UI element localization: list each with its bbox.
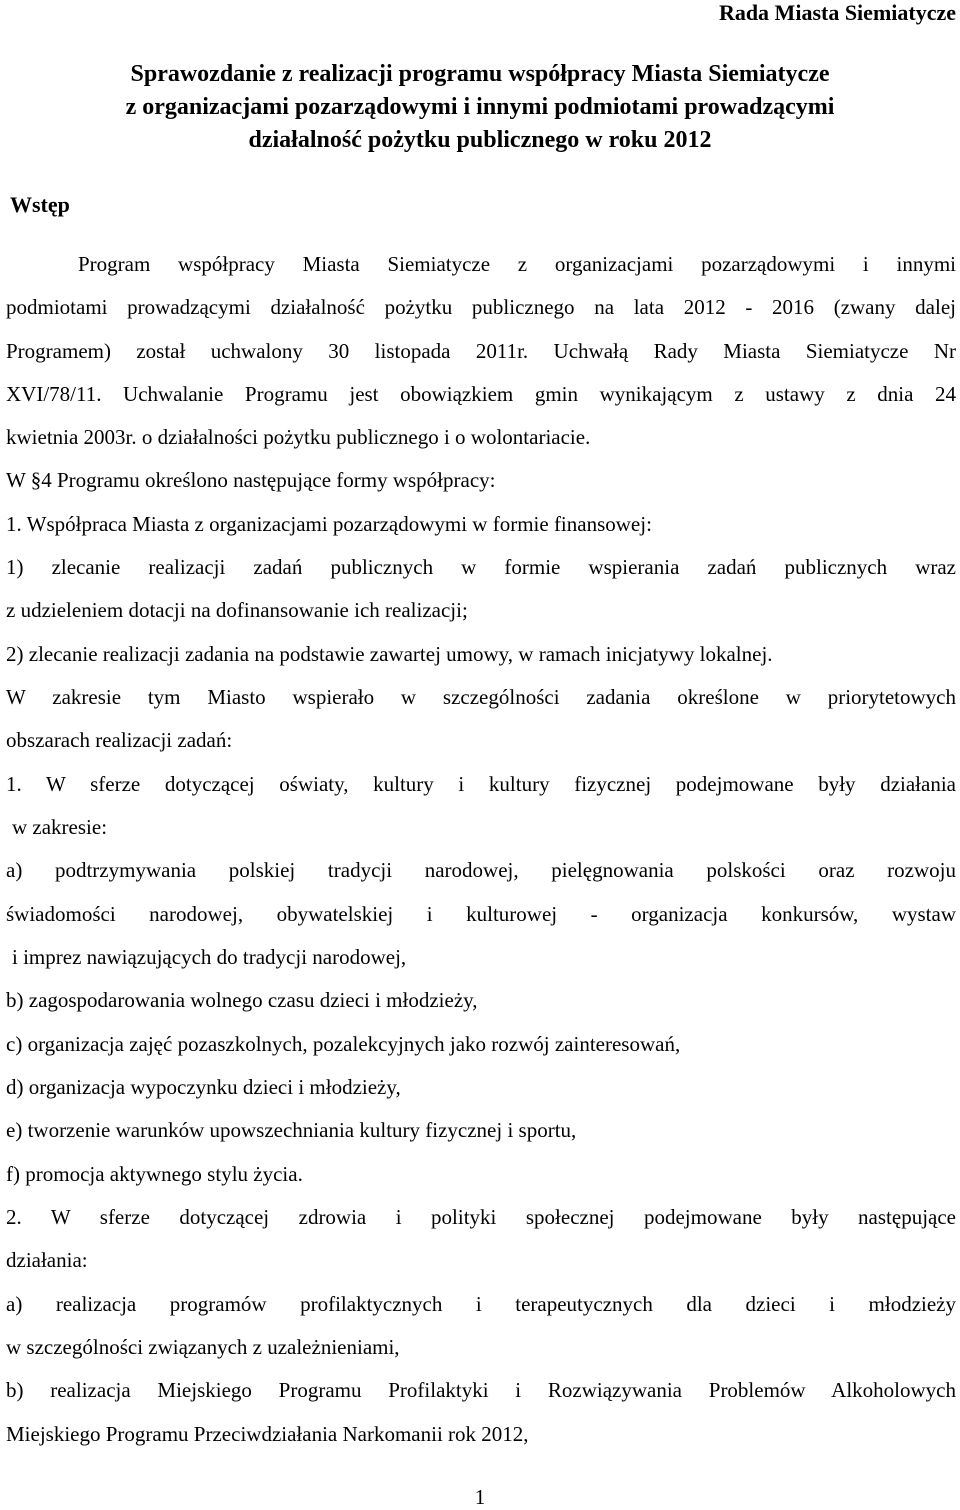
paragraph-line: Miejskiego Programu Przeciwdziałania Narkomanii rok 2012, (6, 1422, 529, 1446)
paragraph-line: W §4 Programu określono następujące formy współpracy: (6, 468, 496, 492)
paragraph-line: 1. W sferze dotyczącej oświaty, kultury i kultury fizycznej podejmowane były działania (6, 772, 956, 796)
section-heading: Wstęp (10, 192, 70, 217)
title-line-3: działalność pożytku publicznego w roku 2012 (248, 127, 712, 153)
paragraph-line: f) promocja aktywnego stylu życia. (6, 1162, 303, 1186)
paragraph-line: z udzieleniem dotacji na dofinansowanie ich realizacji; (6, 598, 468, 622)
paragraph-line: 1. Współpraca Miasta z organizacjami pozarządowymi w formie finansowej: (6, 512, 652, 536)
council-header: Rada Miasta Siemiatycze (718, 0, 956, 25)
paragraph-line: świadomości narodowej, obywatelskiej i kulturowej - organizacja konkursów, wystaw (6, 902, 956, 926)
paragraph-line: Program współpracy Miasta Siemiatycze z organizacjami pozarządowymi i innymi (78, 252, 956, 276)
paragraph-line: a) realizacja programów profilaktycznych i terapeutycznych dla dzieci i młodzieży (6, 1292, 956, 1316)
paragraph-line: w zakresie: (12, 815, 108, 839)
paragraph-line: Programem) został uchwalony 30 listopada 2011r. Uchwałą Rady Miasta Siemiatycze Nr (6, 339, 956, 363)
paragraph-line: XVI/78/11. Uchwalanie Programu jest obowiązkiem gmin wynikającym z ustawy z dnia 24 (6, 382, 956, 406)
title-line-1: Sprawozdanie z realizacji programu współpracy Miasta Siemiatycze (130, 61, 830, 87)
paragraph-line: d) organizacja wypoczynku dzieci i młodzieży, (6, 1075, 401, 1099)
paragraph-line: 2. W sferze dotyczącej zdrowia i polityki społecznej podejmowane były następujące (6, 1205, 956, 1229)
title-line-2: z organizacjami pozarządowymi i innymi podmiotami prowadzącymi (125, 94, 835, 120)
page-number: 1 (474, 1485, 486, 1509)
paragraph-line: kwietnia 2003r. o działalności pożytku publicznego i o wolontariacie. (6, 425, 591, 449)
paragraph-line: w szczególności związanych z uzależnieniami, (6, 1335, 400, 1359)
paragraph-line: 2) zlecanie realizacji zadania na podstawie zawartej umowy, w ramach inicjatywy lokalnej. (6, 642, 773, 666)
paragraph-line: c) organizacja zajęć pozaszkolnych, pozalekcyjnych jako rozwój zainteresowań, (6, 1032, 681, 1056)
paragraph-line: b) zagospodarowania wolnego czasu dzieci i młodzieży, (6, 988, 478, 1012)
paragraph-line: działania: (6, 1248, 88, 1272)
paragraph-line: b) realizacja Miejskiego Programu Profilaktyki i Rozwiązywania Problemów Alkoholowych (6, 1378, 956, 1402)
paragraph-line: W zakresie tym Miasto wspierało w szczególności zadania określone w priorytetowych (6, 685, 956, 709)
paragraph-line: a) podtrzymywania polskiej tradycji narodowej, pielęgnowania polskości oraz rozwoju (6, 858, 956, 882)
paragraph-line: podmiotami prowadzącymi działalność pożytku publicznego na lata 2012 - 2016 (zwany dalej (6, 295, 956, 319)
paragraph-line: i imprez nawiązujących do tradycji narodowej, (12, 945, 407, 969)
paragraph-line: obszarach realizacji zadań: (6, 728, 233, 752)
paragraph-line: e) tworzenie warunków upowszechniania kultury fizycznej i sportu, (6, 1118, 577, 1142)
paragraph-line: 1) zlecanie realizacji zadań publicznych w formie wspierania zadań publicznych wraz (6, 555, 956, 579)
